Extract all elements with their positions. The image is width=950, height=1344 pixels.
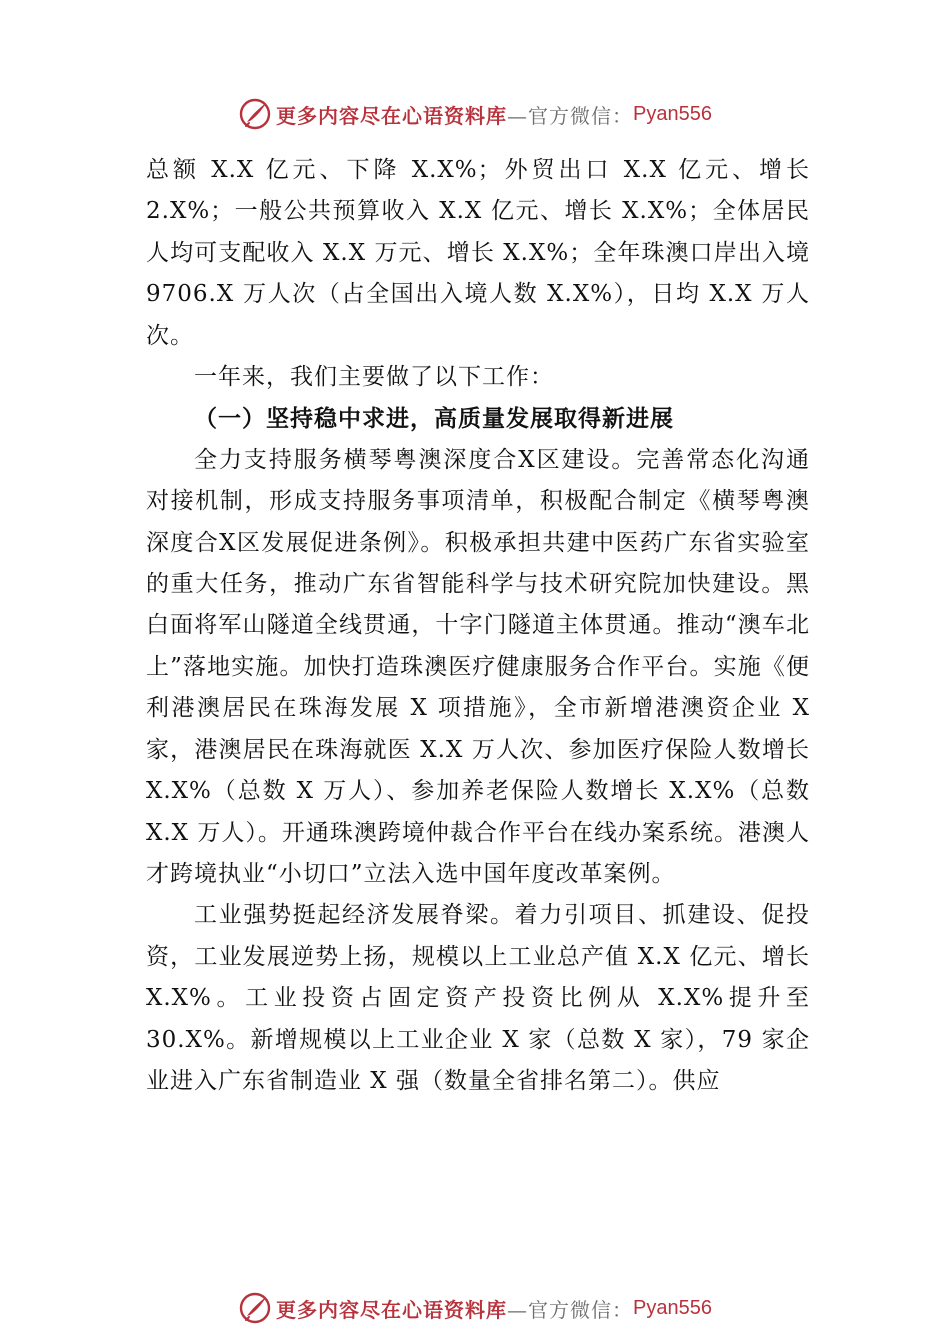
section-heading: （一）坚持稳中求进，高质量发展取得新进展 <box>194 405 674 433</box>
document-body <box>146 150 810 1102</box>
watermark-main-text: 更多内容尽在心语资料库 <box>276 103 508 128</box>
watermark-separator-text: —官方微信： <box>507 1297 634 1322</box>
paragraph-industry: 工业强势挺起经济发展脊梁。着力引项目、抓建设、促投资，工业发展逆势上扬，规模以上工业总产值 X.X 亿元、增长 X.X%。工业投资占固定资产投资比例从 X.X%提升至 30.X%。新增规模以上工业企业 X 家（总数 X 家），79 家企业进入广东省制造业 X 强（数量全省排名第二）。供应 <box>146 902 810 1094</box>
quill-seal-icon <box>238 97 272 131</box>
header-watermark <box>0 94 950 134</box>
footer-watermark <box>0 1288 950 1328</box>
quill-seal-icon <box>238 1291 272 1325</box>
paragraph-hengqin: 全力支持服务横琴粤澳深度合X区建设。完善常态化沟通对接机制，形成支持服务事项清单，积极配合制定《横琴粤澳深度合X区发展促进条例》。积极承担共建中医药广东省实验室的重大任务，推动广东省智能科学与技术研究院加快建设。黑白面将军山隧道全线贯通，十字门隧道主体贯通。推动“澳车北上”落地实施。加快打造珠澳医疗健康服务合作平台。实施《便利港澳居民在珠海发展 X 项措施》，全市新增港澳资企业 X 家，港澳居民在珠海就医 X.X 万人次、参加医疗保险人数增长 X.X%（总数 X 万人）、参加养老保险人数增长 X.X%（总数 X.X 万人）。开通珠澳跨境仲裁合作平台在线办案系统。港澳人才跨境执业“小切口”立法入选中国年度改革案例。 <box>146 446 810 887</box>
paragraph-intro: 一年来，我们主要做了以下工作： <box>194 364 554 391</box>
watermark-main-text: 更多内容尽在心语资料库 <box>276 1297 508 1322</box>
paragraph-continuation: 总额 X.X 亿元、下降 X.X%；外贸出口 X.X 亿元、增长 2.X%；一般公共预算收入 X.X 亿元、增长 X.X%；全体居民人均可支配收入 X.X 万元、增长 X.X%；全年珠澳口岸出入境 9706.X 万人次（占全国出入境人数 X.X%），日均 X.X 万人次。 <box>146 157 810 349</box>
watermark-wechat-id: Pyan556 <box>633 102 712 125</box>
watermark-separator-text: —官方微信： <box>507 103 634 128</box>
watermark-wechat-id: Pyan556 <box>633 1296 712 1319</box>
